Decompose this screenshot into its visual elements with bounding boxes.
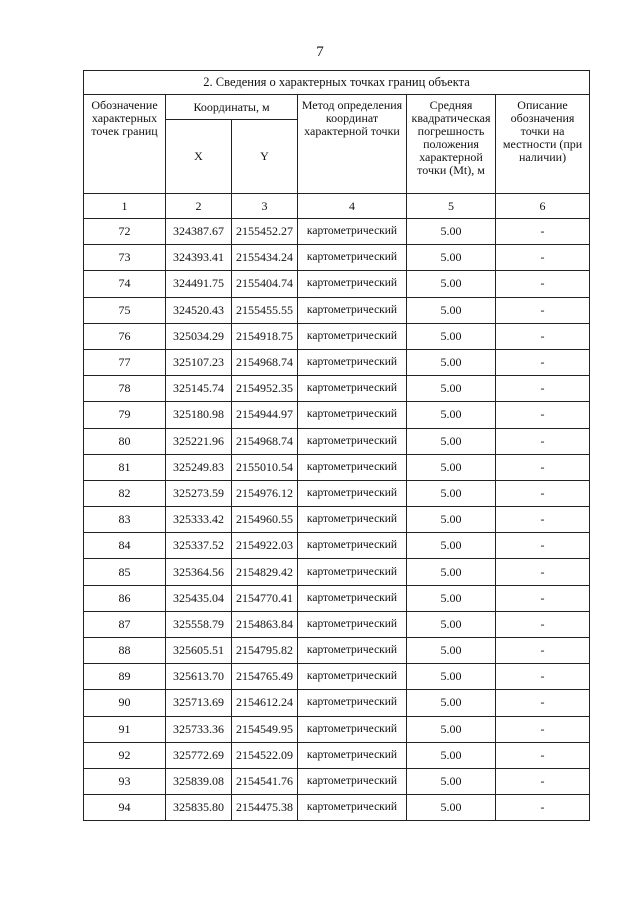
description-cell: - [496, 533, 590, 559]
x-coordinate-cell: 324491.75 [166, 271, 232, 297]
method-cell: картометрический [298, 507, 407, 533]
x-coordinate-cell: 324520.43 [166, 297, 232, 323]
method-cell: картометрический [298, 428, 407, 454]
y-coordinate-cell: 2155404.74 [232, 271, 298, 297]
method-cell: картометрический [298, 376, 407, 402]
accuracy-cell: 5.00 [407, 349, 496, 375]
point-cell: 82 [84, 480, 166, 506]
method-cell: картометрический [298, 585, 407, 611]
table-row [84, 428, 590, 454]
method-cell: картометрический [298, 454, 407, 480]
header-method: Метод определения координат характерной точки [298, 95, 407, 194]
accuracy-cell: 5.00 [407, 611, 496, 637]
description-cell: - [496, 638, 590, 664]
table-row [84, 376, 590, 402]
x-coordinate-cell: 325835.80 [166, 795, 232, 821]
header-coordinates: Координаты, м [166, 95, 298, 120]
point-cell: 86 [84, 585, 166, 611]
description-cell: - [496, 507, 590, 533]
header-row [84, 95, 590, 120]
x-coordinate-cell: 325180.98 [166, 402, 232, 428]
y-coordinate-cell: 2154522.09 [232, 742, 298, 768]
x-coordinate-cell: 325713.69 [166, 690, 232, 716]
point-cell: 92 [84, 742, 166, 768]
description-cell: - [496, 219, 590, 245]
point-cell: 79 [84, 402, 166, 428]
table-row [84, 716, 590, 742]
table-row [84, 533, 590, 559]
table-row [84, 219, 590, 245]
x-coordinate-cell: 325772.69 [166, 742, 232, 768]
header-y: Y [232, 120, 298, 194]
point-cell: 75 [84, 297, 166, 323]
table-row [84, 664, 590, 690]
x-coordinate-cell: 324387.67 [166, 219, 232, 245]
header-accuracy: Средняя квадратическая погрешность положения характерной точки (Mt), м [407, 95, 496, 194]
table-row [84, 559, 590, 585]
table-title-row [84, 71, 590, 95]
point-cell: 78 [84, 376, 166, 402]
description-cell: - [496, 454, 590, 480]
accuracy-cell: 5.00 [407, 716, 496, 742]
table-row [84, 690, 590, 716]
accuracy-cell: 5.00 [407, 428, 496, 454]
y-coordinate-cell: 2154765.49 [232, 664, 298, 690]
x-coordinate-cell: 325034.29 [166, 323, 232, 349]
description-cell: - [496, 611, 590, 637]
description-cell: - [496, 428, 590, 454]
accuracy-cell: 5.00 [407, 768, 496, 794]
method-cell: картометрический [298, 480, 407, 506]
y-coordinate-cell: 2154863.84 [232, 611, 298, 637]
x-coordinate-cell: 325435.04 [166, 585, 232, 611]
table-row [84, 297, 590, 323]
x-coordinate-cell: 325733.36 [166, 716, 232, 742]
accuracy-cell: 5.00 [407, 690, 496, 716]
description-cell: - [496, 297, 590, 323]
y-coordinate-cell: 2155455.55 [232, 297, 298, 323]
method-cell: картометрический [298, 559, 407, 585]
table-row [84, 585, 590, 611]
point-cell: 74 [84, 271, 166, 297]
y-coordinate-cell: 2155434.24 [232, 245, 298, 271]
point-cell: 88 [84, 638, 166, 664]
accuracy-cell: 5.00 [407, 454, 496, 480]
description-cell: - [496, 585, 590, 611]
column-number: 1 [84, 194, 166, 219]
point-cell: 90 [84, 690, 166, 716]
x-coordinate-cell: 325107.23 [166, 349, 232, 375]
method-cell: картометрический [298, 245, 407, 271]
accuracy-cell: 5.00 [407, 742, 496, 768]
column-number: 3 [232, 194, 298, 219]
section-title: 2. Сведения о характерных точках границ объекта [84, 71, 590, 95]
accuracy-cell: 5.00 [407, 402, 496, 428]
point-cell: 84 [84, 533, 166, 559]
accuracy-cell: 5.00 [407, 638, 496, 664]
accuracy-cell: 5.00 [407, 245, 496, 271]
y-coordinate-cell: 2154968.74 [232, 428, 298, 454]
x-coordinate-cell: 325558.79 [166, 611, 232, 637]
y-coordinate-cell: 2154922.03 [232, 533, 298, 559]
x-coordinate-cell: 324393.41 [166, 245, 232, 271]
y-coordinate-cell: 2154475.38 [232, 795, 298, 821]
method-cell: картометрический [298, 690, 407, 716]
point-cell: 94 [84, 795, 166, 821]
table-row [84, 638, 590, 664]
y-coordinate-cell: 2154770.41 [232, 585, 298, 611]
method-cell: картометрический [298, 638, 407, 664]
accuracy-cell: 5.00 [407, 585, 496, 611]
method-cell: картометрический [298, 533, 407, 559]
method-cell: картометрический [298, 349, 407, 375]
table-row [84, 768, 590, 794]
accuracy-cell: 5.00 [407, 507, 496, 533]
y-coordinate-cell: 2154968.74 [232, 349, 298, 375]
accuracy-cell: 5.00 [407, 533, 496, 559]
y-coordinate-cell: 2154952.35 [232, 376, 298, 402]
x-coordinate-cell: 325145.74 [166, 376, 232, 402]
page-number: 7 [316, 44, 324, 60]
column-number: 6 [496, 194, 590, 219]
point-cell: 73 [84, 245, 166, 271]
point-cell: 72 [84, 219, 166, 245]
y-coordinate-cell: 2154612.24 [232, 690, 298, 716]
accuracy-cell: 5.00 [407, 480, 496, 506]
point-cell: 83 [84, 507, 166, 533]
header-description: Описание обозначения точки на местности (при наличии) [496, 95, 590, 194]
boundary-points-table [83, 70, 590, 821]
header-x: X [166, 120, 232, 194]
column-number: 4 [298, 194, 407, 219]
point-cell: 80 [84, 428, 166, 454]
description-cell: - [496, 795, 590, 821]
accuracy-cell: 5.00 [407, 297, 496, 323]
accuracy-cell: 5.00 [407, 664, 496, 690]
x-coordinate-cell: 325221.96 [166, 428, 232, 454]
description-cell: - [496, 245, 590, 271]
y-coordinate-cell: 2154541.76 [232, 768, 298, 794]
y-coordinate-cell: 2154918.75 [232, 323, 298, 349]
method-cell: картометрический [298, 611, 407, 637]
description-cell: - [496, 559, 590, 585]
accuracy-cell: 5.00 [407, 219, 496, 245]
method-cell: картометрический [298, 664, 407, 690]
method-cell: картометрический [298, 219, 407, 245]
description-cell: - [496, 742, 590, 768]
method-cell: картометрический [298, 768, 407, 794]
point-cell: 81 [84, 454, 166, 480]
description-cell: - [496, 349, 590, 375]
method-cell: картометрический [298, 323, 407, 349]
table-row [84, 742, 590, 768]
x-coordinate-cell: 325333.42 [166, 507, 232, 533]
x-coordinate-cell: 325605.51 [166, 638, 232, 664]
description-cell: - [496, 402, 590, 428]
column-number: 5 [407, 194, 496, 219]
description-cell: - [496, 716, 590, 742]
x-coordinate-cell: 325364.56 [166, 559, 232, 585]
point-cell: 76 [84, 323, 166, 349]
x-coordinate-cell: 325613.70 [166, 664, 232, 690]
accuracy-cell: 5.00 [407, 795, 496, 821]
header-point-designation: Обозначение характерных точек границ [84, 95, 166, 194]
point-cell: 87 [84, 611, 166, 637]
accuracy-cell: 5.00 [407, 559, 496, 585]
method-cell: картометрический [298, 402, 407, 428]
table-row [84, 271, 590, 297]
accuracy-cell: 5.00 [407, 323, 496, 349]
table-row [84, 349, 590, 375]
method-cell: картометрический [298, 297, 407, 323]
column-number: 2 [166, 194, 232, 219]
table-row [84, 454, 590, 480]
y-coordinate-cell: 2155452.27 [232, 219, 298, 245]
table-row [84, 611, 590, 637]
description-cell: - [496, 664, 590, 690]
accuracy-cell: 5.00 [407, 271, 496, 297]
column-number-row [84, 194, 590, 219]
description-cell: - [496, 271, 590, 297]
y-coordinate-cell: 2154960.55 [232, 507, 298, 533]
description-cell: - [496, 480, 590, 506]
method-cell: картометрический [298, 271, 407, 297]
table-row [84, 402, 590, 428]
y-coordinate-cell: 2154976.12 [232, 480, 298, 506]
y-coordinate-cell: 2154795.82 [232, 638, 298, 664]
y-coordinate-cell: 2154549.95 [232, 716, 298, 742]
point-cell: 77 [84, 349, 166, 375]
point-cell: 91 [84, 716, 166, 742]
table-row [84, 795, 590, 821]
table-row [84, 323, 590, 349]
x-coordinate-cell: 325839.08 [166, 768, 232, 794]
description-cell: - [496, 323, 590, 349]
x-coordinate-cell: 325273.59 [166, 480, 232, 506]
y-coordinate-cell: 2155010.54 [232, 454, 298, 480]
description-cell: - [496, 376, 590, 402]
point-cell: 93 [84, 768, 166, 794]
description-cell: - [496, 690, 590, 716]
y-coordinate-cell: 2154829.42 [232, 559, 298, 585]
table-row [84, 507, 590, 533]
accuracy-cell: 5.00 [407, 376, 496, 402]
method-cell: картометрический [298, 742, 407, 768]
x-coordinate-cell: 325249.83 [166, 454, 232, 480]
point-cell: 89 [84, 664, 166, 690]
method-cell: картометрический [298, 716, 407, 742]
method-cell: картометрический [298, 795, 407, 821]
x-coordinate-cell: 325337.52 [166, 533, 232, 559]
description-cell: - [496, 768, 590, 794]
table-row [84, 245, 590, 271]
y-coordinate-cell: 2154944.97 [232, 402, 298, 428]
point-cell: 85 [84, 559, 166, 585]
table-row [84, 480, 590, 506]
